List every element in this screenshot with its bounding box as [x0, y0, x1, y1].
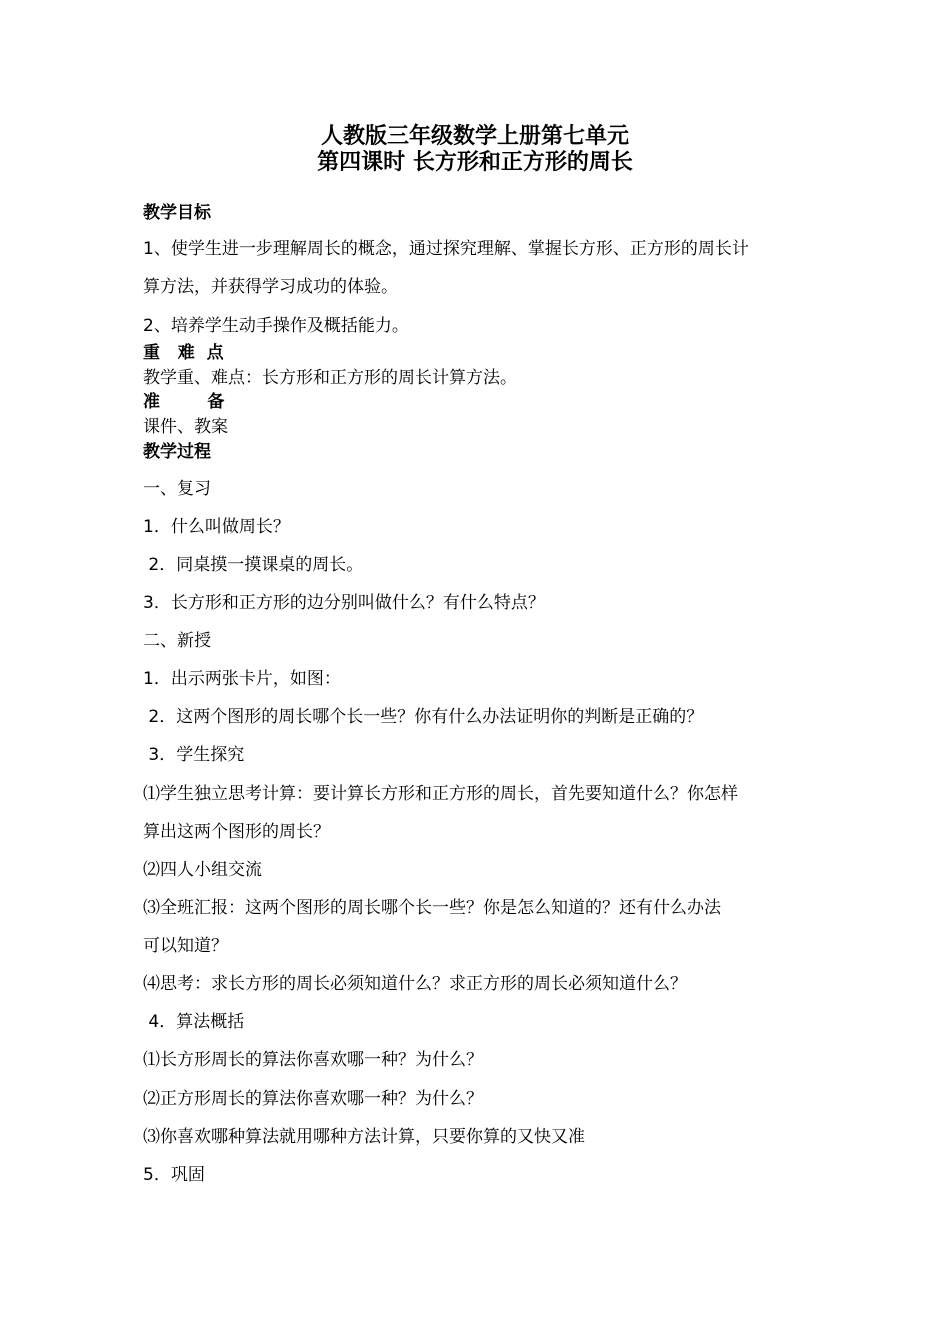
new-lesson-heading: 二、新授	[143, 631, 211, 651]
goal-1-line-1: 1、使学生进一步理解周长的概念，通过探究理解、掌握长方形、正方形的周长计	[143, 239, 749, 259]
preparation-heading: 准 备	[143, 392, 225, 412]
preparation-text: 课件、教案	[143, 417, 228, 437]
goal-2: 2、培养学生动手操作及概括能力。	[143, 316, 409, 336]
key-points-heading: 重 难 点	[143, 343, 224, 363]
review-heading: 一、复习	[143, 479, 211, 499]
document-title-line2: 第四课时 长方形和正方形的周长	[317, 150, 633, 175]
new-item-4: 4．算法概括	[143, 1012, 245, 1032]
review-item-2: 2．同桌摸一摸课桌的周长。	[143, 555, 364, 575]
algorithm-item-3: ⑶你喜欢哪种算法就用哪种方法计算，只要你算的又快又准	[143, 1127, 585, 1147]
goals-heading: 教学目标	[143, 203, 211, 223]
goal-1-line-2: 算方法，并获得学习成功的体验。	[143, 277, 398, 297]
document-title-line1: 人教版三年级数学上册第七单元	[320, 124, 629, 149]
explore-item-1-line-1: ⑴学生独立思考计算：要计算长方形和正方形的周长，首先要知道什么？你怎样	[143, 784, 738, 804]
algorithm-item-2: ⑵正方形周长的算法你喜欢哪一种？为什么？	[143, 1089, 483, 1109]
review-item-1: 1．什么叫做周长？	[143, 517, 290, 537]
new-item-5: 5．巩固	[143, 1165, 205, 1185]
key-points-text: 教学重、难点：长方形和正方形的周长计算方法。	[143, 368, 517, 388]
new-item-2: 2．这两个图形的周长哪个长一些？你有什么办法证明你的判断是正确的？	[143, 707, 704, 727]
explore-item-4: ⑷思考：求长方形的周长必须知道什么？求正方形的周长必须知道什么？	[143, 974, 687, 994]
explore-item-1-line-2: 算出这两个图形的周长？	[143, 822, 330, 842]
explore-item-2: ⑵四人小组交流	[143, 860, 262, 880]
algorithm-item-1: ⑴长方形周长的算法你喜欢哪一种？为什么？	[143, 1050, 483, 1070]
review-item-3: 3．长方形和正方形的边分别叫做什么？有什么特点？	[143, 593, 545, 613]
process-heading: 教学过程	[143, 442, 211, 462]
explore-item-3-line-1: ⑶全班汇报：这两个图形的周长哪个长一些？你是怎么知道的？还有什么办法	[143, 898, 721, 918]
new-item-3: 3．学生探究	[143, 745, 245, 765]
explore-item-3-line-2: 可以知道？	[143, 936, 228, 956]
new-item-1: 1．出示两张卡片，如图：	[143, 669, 341, 689]
